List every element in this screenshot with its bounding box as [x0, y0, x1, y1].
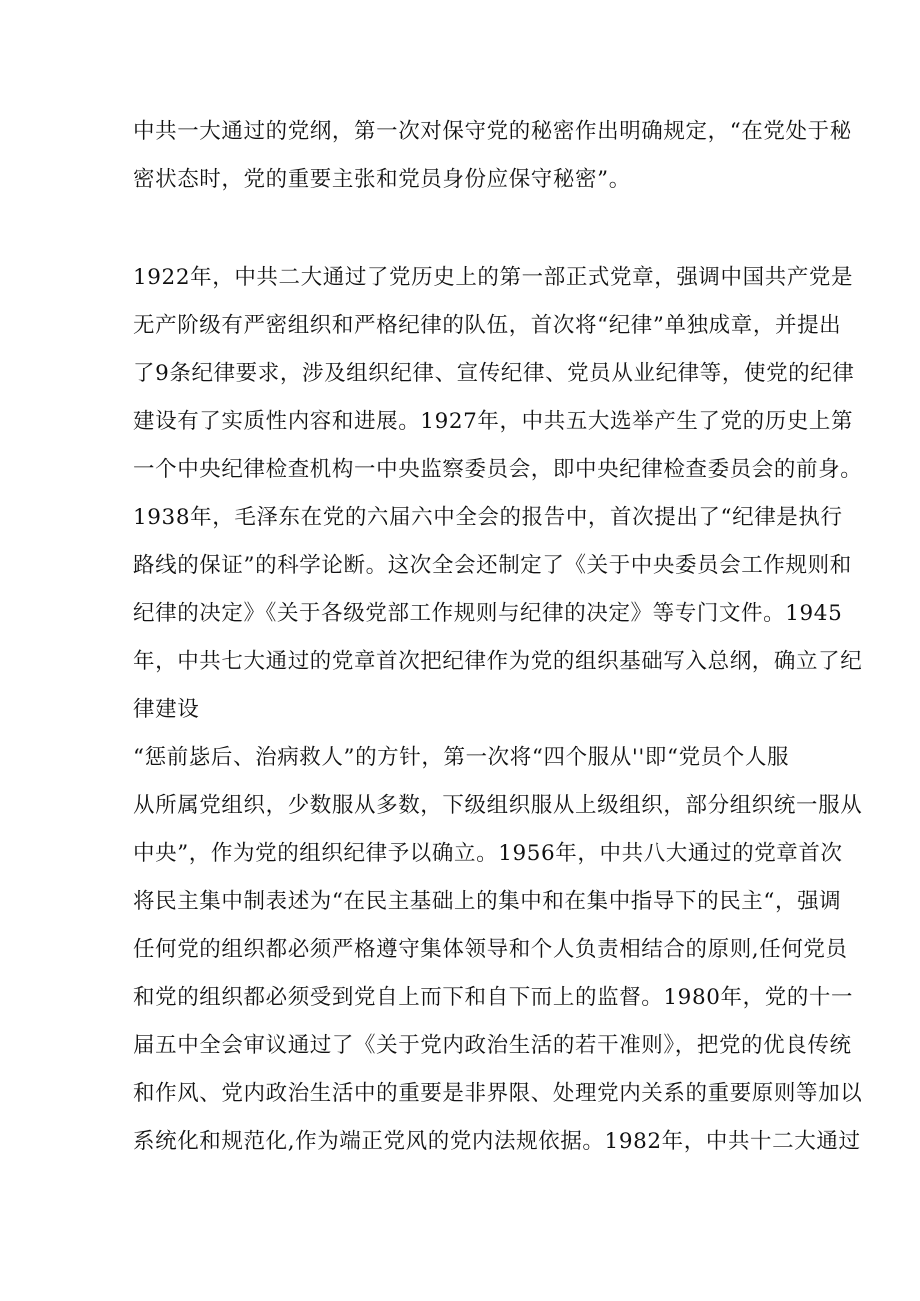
- paragraph1-line-1: 中共一大通过的党纲，第一次对保守党的秘密作出明确规定，“在党处于秘: [133, 119, 852, 144]
- paragraph2-line-8: 纪律的决定》《关于各级党部工作规则与纪律的决定》等专门文件。1945: [133, 601, 843, 626]
- paragraph2-line-4: 建设有了实质性内容和进展。1927年，中共五大选举产生了党的历史上第: [133, 409, 854, 434]
- paragraph2-line-10: 律建设: [133, 697, 200, 722]
- paragraph2-line-3: 了9条纪律要求，涉及组织纪律、宣传纪律、党员从业纪律等，使党的纪律: [133, 361, 855, 386]
- paragraph2-line-16: 和党的组织都必须受到党自上而下和自下而上的监督。1980年，党的十一: [133, 985, 854, 1010]
- paragraph2-line-5: 一个中央纪律检查机构一中央监察委员会，即中央纪律检查委员会的前身。: [133, 457, 863, 482]
- paragraph2-line-13: 中央”，作为党的组织纪律予以确立。1956年，中共八大通过的党章首次: [133, 841, 843, 866]
- paragraph2-line-19: 系统化和规范化,作为端正党风的党内法规依据。1982年，中共十二大通过: [133, 1129, 861, 1154]
- paragraph2-line-1: 1922年，中共二大通过了党历史上的第一部正式党章，强调中国共产党是: [133, 265, 854, 290]
- paragraph2-line-6: 1938年，毛泽东在党的六届六中全会的报告中，首次提出了“纪律是执行: [133, 505, 843, 530]
- paragraph2-line-12: 从所属党组织，少数服从多数，下级组织服从上级组织，部分组织统一服从: [133, 793, 863, 818]
- paragraph2-line-9: 年，中共七大通过的党章首次把纪律作为党的组织基础写入总纲，确立了纪: [133, 649, 863, 674]
- paragraph2-line-14: 将民主集中制表述为“在民主基础上的集中和在集中指导下的民主“，强调: [133, 889, 842, 914]
- paragraph2-line-2: 无产阶级有严密组织和严格纪律的队伍，首次将“纪律”单独成章，并提出: [133, 313, 842, 338]
- paragraph2-line-7: 路线的保证”的科学论断。这次全会还制定了《关于中央委员会工作规则和: [133, 553, 852, 578]
- paragraph2-line-11: “惩前毖后、治病救人”的方针，第一次将“四个服从''即“党员个人服: [133, 745, 790, 770]
- paragraph2-line-15: 任何党的组织都必须严格遵守集体领导和个人负责相结合的原则,任何党员: [133, 937, 848, 962]
- paragraph2-line-17: 届五中全会审议通过了《关于党内政治生活的若干准则》，把党的优良传统: [133, 1033, 852, 1058]
- paragraph2-line-18: 和作风、党内政治生活中的重要是非界限、处理党内关系的重要原则等加以: [133, 1081, 863, 1106]
- paragraph1-line-2: 密状态时，党的重要主张和党员身份应保守秘密”。: [133, 167, 631, 192]
